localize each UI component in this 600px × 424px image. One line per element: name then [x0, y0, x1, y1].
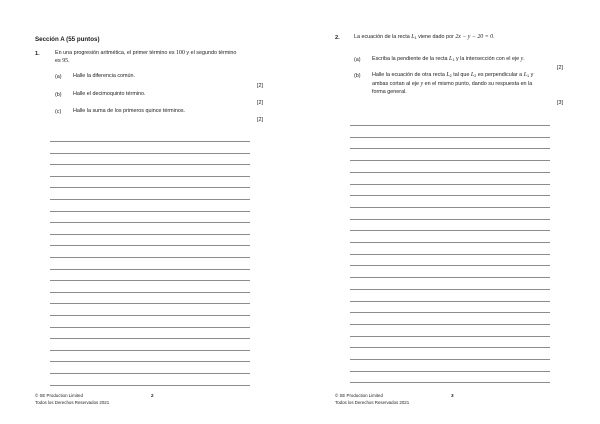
part-1a-marks: [2] — [257, 83, 263, 89]
answer-line — [350, 195, 550, 196]
answer-line — [50, 373, 250, 374]
answer-line — [350, 172, 550, 173]
part-2b-marks: [3] — [557, 100, 563, 106]
answer-line — [350, 265, 550, 266]
answer-line — [350, 324, 550, 325]
answer-line — [50, 164, 250, 165]
answer-line — [50, 199, 250, 200]
answer-line — [50, 350, 250, 351]
answer-line — [50, 303, 250, 304]
answer-line — [50, 211, 250, 212]
part-1c-marks: [2] — [257, 117, 263, 123]
question-1-text: En una progresión aritmética, el primer término es 100 y el segundo término es 95. — [55, 50, 237, 64]
question-1-number: 1. — [35, 51, 40, 57]
question-2-text: La ecuación de la recta $L_1$ viene dado por 2x − y − 20 = 0. — [354, 34, 495, 40]
answer-line — [50, 245, 250, 246]
answer-line — [350, 160, 550, 161]
part-1b-label: (b) — [55, 92, 62, 98]
answer-line — [350, 148, 550, 149]
exam-page-right — [300, 0, 600, 424]
answer-line — [350, 277, 550, 278]
answer-line — [350, 254, 550, 255]
answer-line — [50, 269, 250, 270]
answer-line — [350, 219, 550, 220]
answer-line — [350, 301, 550, 302]
answer-line — [350, 230, 550, 231]
answer-line — [50, 327, 250, 328]
page-number: 3 — [451, 393, 454, 398]
copyright-footer: © SE Production Limited Todos los Derechos Reservados 2021 — [335, 393, 410, 405]
part-1b-marks: [2] — [257, 100, 263, 106]
answer-line — [50, 222, 250, 223]
answer-line — [350, 289, 550, 290]
part-1a-label: (a) — [55, 74, 62, 80]
part-1b-text: Halle el decimoquinto término. — [73, 91, 146, 97]
answer-line — [350, 137, 550, 138]
answer-line — [350, 125, 550, 126]
part-1c-text: Halle la suma de los primeros quince términos. — [73, 108, 186, 114]
answer-line — [350, 382, 550, 383]
answer-line — [350, 336, 550, 337]
answer-line — [50, 338, 250, 339]
answer-line — [50, 361, 250, 362]
answer-line — [50, 234, 250, 235]
answer-line — [50, 280, 250, 281]
answer-line — [50, 141, 250, 142]
part-1c-label: (c) — [55, 109, 62, 115]
answer-line — [350, 184, 550, 185]
answer-line — [50, 385, 250, 386]
answer-line — [50, 187, 250, 188]
answer-line — [350, 359, 550, 360]
part-2b-label: (b) — [354, 73, 361, 79]
answer-line — [50, 292, 250, 293]
answer-line — [350, 371, 550, 372]
section-title: Sección A (55 puntos) — [35, 36, 100, 43]
answer-line — [50, 176, 250, 177]
answer-line — [350, 347, 550, 348]
answer-line — [50, 315, 250, 316]
answer-line — [350, 207, 550, 208]
part-2a-text: Escriba la pendiente de la recta $L_1$ y la intersección con el eje y. — [372, 56, 525, 62]
copyright-footer: © SE Production Limited Todos los Derechos Reservados 2021 — [35, 393, 110, 405]
page-number: 2 — [151, 393, 154, 398]
answer-line — [350, 242, 550, 243]
part-2a-label: (a) — [354, 57, 361, 63]
part-2a-marks: [2] — [557, 65, 563, 71]
answer-line — [350, 312, 550, 313]
answer-line — [50, 257, 250, 258]
part-1a-text: Halle la diferencia común. — [73, 73, 136, 79]
part-2b-text: Halle la ecuación de otra recta $L_2$ tal que $L_2$ es perpendicular a $L_1$ y ambas cortan al eje y en el mismo punto, dando su respuesta en la forma general. — [372, 72, 534, 95]
question-2-number: 2. — [335, 35, 340, 41]
answer-line — [50, 153, 250, 154]
